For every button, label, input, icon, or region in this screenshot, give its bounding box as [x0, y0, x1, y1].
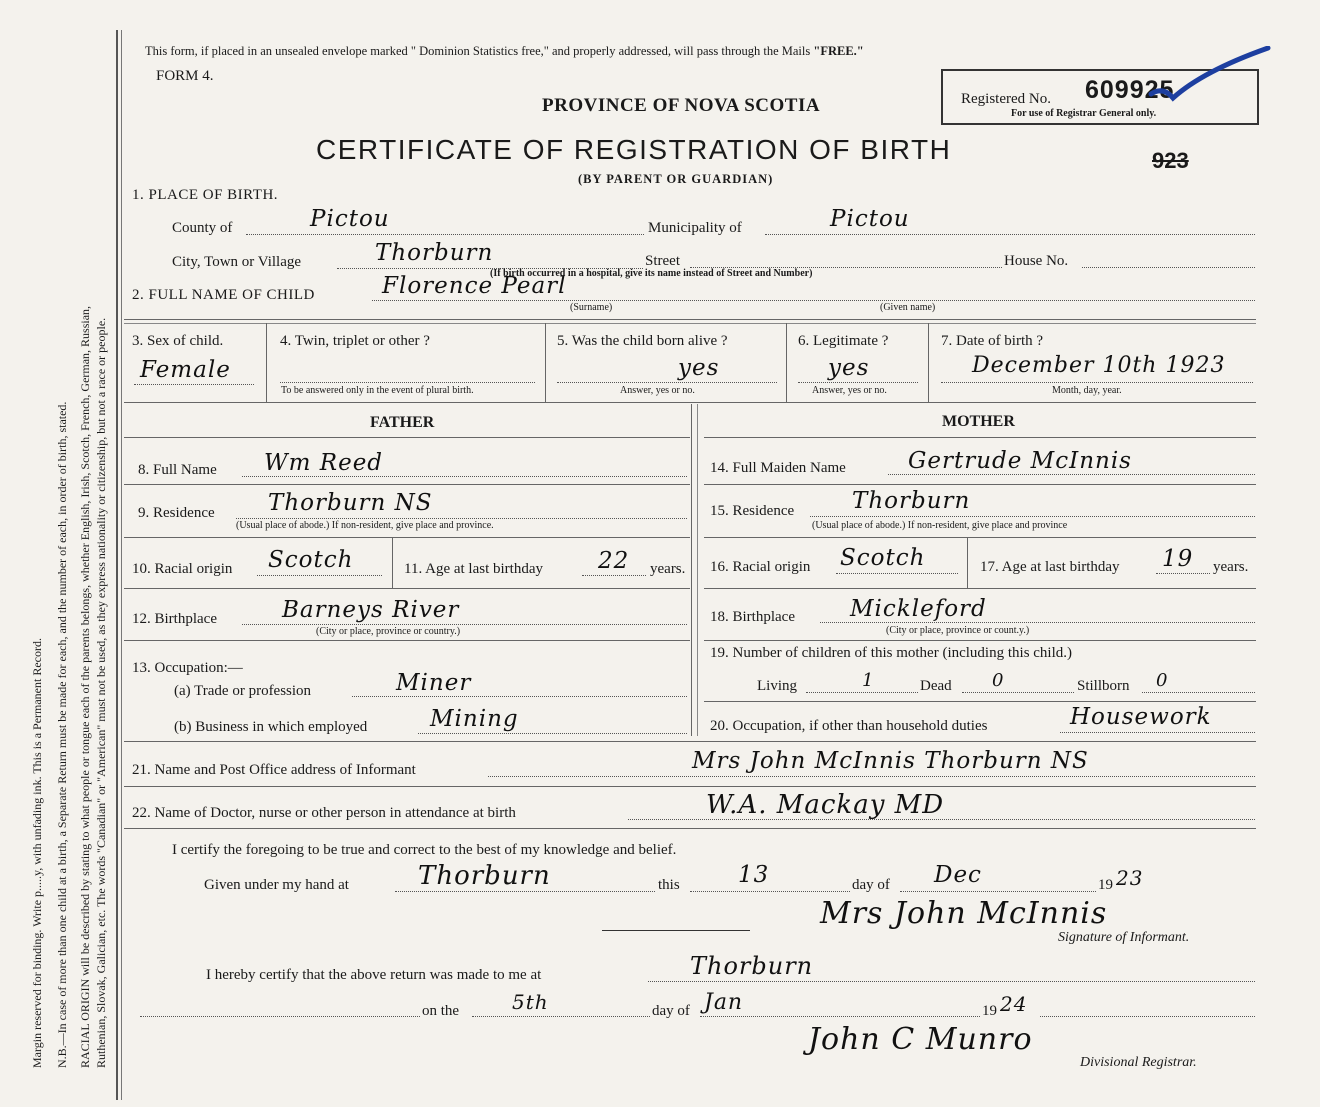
rule	[704, 537, 1256, 538]
dead-line	[962, 692, 1074, 693]
registrar-use-note: For use of Registrar General only.	[1011, 108, 1157, 119]
father-trade-label: (a) Trade or profession	[174, 683, 312, 699]
father-age-line	[582, 575, 646, 576]
mother-heading: MOTHER	[942, 413, 1015, 430]
rule	[704, 588, 1256, 589]
mother-birthplace-note: (City or place, province or count.y.)	[886, 625, 1030, 636]
margin-note-binding: Margin reserved for binding. Write p.....y, with unfading ink. This is a Permanent Record.	[30, 638, 44, 1068]
county-value: Pictou	[310, 206, 390, 232]
stillborn-value: 0	[1156, 670, 1169, 691]
doctor-label: 22. Name of Doctor, nurse or other person in attendance at birth	[132, 805, 516, 821]
given-year-value: 23	[1116, 866, 1144, 890]
given-day-value: 13	[738, 862, 770, 888]
surname-note: (Surname)	[570, 302, 613, 313]
registrar-year-value: 24	[1000, 992, 1028, 1016]
registrar-month-line	[700, 1016, 980, 1017]
registrar-day-value: 5th	[512, 990, 549, 1014]
house-number-label: House No.	[1004, 253, 1069, 269]
municipality-value: Pictou	[830, 206, 910, 232]
father-age-years: years.	[650, 561, 686, 577]
dead-label: Dead	[920, 678, 952, 694]
child-name-line	[372, 300, 1255, 301]
page-subtitle: (BY PARENT OR GUARDIAN)	[578, 172, 774, 186]
date-of-birth-line	[941, 382, 1253, 383]
registrar-signature: John C Munro	[808, 1022, 1033, 1057]
father-business-value: Mining	[430, 706, 519, 732]
form-number: FORM 4.	[156, 68, 214, 84]
given-year-prefix: 19	[1098, 877, 1113, 893]
informant-label: 21. Name and Post Office address of Informant	[132, 762, 416, 778]
mother-occupation-value: Housework	[1070, 704, 1212, 730]
rule	[704, 484, 1256, 485]
twin-label: 4. Twin, triplet or other ?	[280, 333, 430, 349]
hospital-note: (If birth occurred in a hospital, give its name instead of Street and Number)	[490, 268, 813, 279]
father-residence-note: (Usual place of abode.) If non-resident, give place and province.	[236, 520, 494, 531]
rule	[124, 640, 690, 641]
divider	[392, 537, 393, 588]
given-name-note: (Given name)	[880, 302, 936, 313]
informant-signature: Mrs John McInnis	[820, 896, 1108, 931]
mother-occupation-line	[1060, 732, 1255, 733]
city-label: City, Town or Village	[172, 254, 302, 270]
margin-note-racial-origin: RACIAL ORIGIN will be described by stating to what people or tongue each of the parents belongs, whether English, Irish, Scotch, French, German, Russian,	[78, 305, 92, 1068]
column-divider	[691, 404, 692, 736]
margin-note-racial-origin-2: Ruthenian, Slovak, Galician, etc. The words "Canadian" or "American" must not be used, as they express nationality or citizenship, but not a race or people.	[94, 317, 108, 1068]
place-of-birth-heading: 1. PLACE OF BIRTH.	[132, 187, 279, 203]
mother-residence-value: Thorburn	[852, 488, 971, 514]
mother-birthplace-label: 18. Birthplace	[710, 609, 795, 625]
father-birthplace-label: 12. Birthplace	[132, 611, 217, 627]
mother-name-label: 14. Full Maiden Name	[710, 460, 846, 476]
father-residence-value: Thorburn NS	[268, 490, 433, 516]
county-line	[246, 234, 644, 235]
given-place-line	[395, 891, 655, 892]
rule	[124, 741, 1256, 742]
twin-note: To be answered only in the event of plural birth.	[281, 385, 474, 396]
child-name-label: 2. FULL NAME OF CHILD	[132, 287, 315, 303]
given-day-line	[690, 891, 850, 892]
day-of-label: day of	[852, 877, 890, 893]
sex-value: Female	[140, 357, 231, 383]
column-divider-inner	[697, 404, 698, 736]
mother-residence-line	[810, 516, 1255, 517]
informant-value: Mrs John McInnis Thorburn NS	[692, 748, 1089, 774]
date-of-birth-label: 7. Date of birth ?	[941, 333, 1044, 349]
father-racial-origin-line	[257, 575, 382, 576]
father-age-value: 22	[598, 548, 630, 574]
legitimate-note: Answer, yes or no.	[812, 385, 887, 396]
registrar-signature-label: Divisional Registrar.	[1080, 1055, 1197, 1070]
father-trade-value: Miner	[396, 670, 472, 696]
father-business-label: (b) Business in which employed	[174, 719, 368, 735]
given-under-label: Given under my hand at	[204, 877, 349, 893]
registrar-trail-line	[1040, 1016, 1255, 1017]
father-residence-line	[236, 518, 687, 519]
father-residence-label: 9. Residence	[138, 505, 215, 521]
registrar-statement: I hereby certify that the above return was made to me at	[206, 967, 542, 983]
rule	[704, 701, 1256, 702]
father-trade-line	[352, 696, 687, 697]
divider	[967, 537, 968, 588]
sex-line	[134, 384, 254, 385]
registrar-day-line	[472, 1016, 650, 1017]
legitimate-line	[798, 382, 918, 383]
registrar-lead-line	[140, 1016, 420, 1017]
rule	[704, 640, 1256, 641]
registrar-day-of-label: day of	[652, 1003, 690, 1019]
signature-line	[602, 930, 750, 931]
registrar-year-prefix: 19	[982, 1003, 997, 1019]
doctor-value: W.A. Mackay MD	[706, 790, 945, 820]
corner-number: 923	[1152, 148, 1189, 173]
registration-box	[941, 69, 1259, 125]
living-value: 1	[862, 670, 875, 691]
sex-label: 3. Sex of child.	[132, 333, 224, 349]
rule	[124, 588, 690, 589]
mother-name-line	[888, 474, 1255, 475]
divider	[545, 323, 546, 402]
father-name-label: 8. Full Name	[138, 462, 217, 478]
house-number-line	[1082, 267, 1255, 268]
father-age-label: 11. Age at last birthday	[404, 561, 543, 577]
certify-statement: I certify the foregoing to be true and correct to the best of my knowledge and belief.	[172, 842, 677, 858]
born-alive-note: Answer, yes or no.	[620, 385, 695, 396]
street-label: Street	[645, 253, 680, 269]
mother-residence-note: (Usual place of abode.) If non-resident, give place and province	[812, 520, 1068, 531]
mother-age-value: 19	[1162, 546, 1194, 572]
legitimate-label: 6. Legitimate ?	[798, 333, 889, 349]
mother-birthplace-line	[820, 622, 1255, 623]
municipality-label: Municipality of	[648, 220, 742, 236]
rule	[124, 786, 1256, 787]
city-value: Thorburn	[375, 240, 494, 266]
stillborn-label: Stillborn	[1077, 678, 1130, 694]
given-place-value: Thorburn	[418, 861, 551, 891]
informant-signature-label: Signature of Informant.	[1058, 930, 1190, 945]
father-occupation-label: 13. Occupation:—	[132, 660, 243, 676]
born-alive-line	[557, 382, 777, 383]
living-line	[806, 692, 918, 693]
mother-age-label: 17. Age at last birthday	[980, 559, 1120, 575]
father-name-value: Wm Reed	[264, 450, 384, 476]
date-of-birth-value: December 10th 1923	[972, 353, 1226, 378]
mother-residence-label: 15. Residence	[710, 503, 795, 519]
stillborn-line	[1142, 692, 1255, 693]
father-birthplace-line	[242, 624, 687, 625]
born-alive-value: yes	[678, 355, 720, 381]
rule	[124, 402, 1256, 403]
given-month-value: Dec	[934, 862, 982, 888]
mother-age-line	[1156, 573, 1210, 574]
informant-line	[488, 776, 1255, 777]
date-of-birth-note: Month, day, year.	[1052, 385, 1122, 396]
rule	[124, 537, 690, 538]
given-month-line	[900, 891, 1096, 892]
children-count-label: 19. Number of children of this mother (including this child.)	[710, 645, 1073, 661]
father-heading: FATHER	[370, 414, 435, 431]
mother-racial-origin-value: Scotch	[840, 545, 926, 571]
mail-note: This form, if placed in an unsealed envelope marked " Dominion Statistics free," and properly addressed, will pass through the Mails "FREE."	[145, 44, 864, 58]
province-heading: PROVINCE OF NOVA SCOTIA	[542, 95, 821, 116]
rule	[124, 484, 690, 485]
margin-note-multiple-births: N.B.—In case of more than one child at a birth, a Separate Return must be made for each, and the number of each, in order of birth, stated.	[55, 401, 69, 1068]
page-title: CERTIFICATE OF REGISTRATION OF BIRTH	[316, 134, 952, 165]
margin-rule	[116, 30, 118, 1100]
mother-racial-origin-line	[836, 573, 958, 574]
mother-age-years: years.	[1213, 559, 1249, 575]
divider	[786, 323, 787, 402]
registered-label: Registered No.	[961, 91, 1051, 107]
check-mark-icon	[1143, 46, 1273, 116]
father-racial-origin-value: Scotch	[268, 547, 354, 573]
dead-value: 0	[992, 670, 1005, 691]
rule	[124, 319, 1256, 320]
rule	[124, 323, 1256, 324]
child-name-value: Florence Pearl	[382, 273, 567, 299]
father-name-line	[242, 476, 687, 477]
municipality-line	[765, 234, 1255, 235]
registrar-place-line	[648, 981, 1255, 982]
on-the-label: on the	[422, 1003, 460, 1019]
mother-occupation-label: 20. Occupation, if other than household duties	[710, 718, 988, 734]
living-label: Living	[757, 678, 797, 694]
rule	[704, 437, 1256, 438]
father-business-line	[418, 733, 687, 734]
registrar-place-value: Thorburn	[690, 952, 814, 980]
registered-number: 609925	[1085, 76, 1175, 104]
father-racial-origin-label: 10. Racial origin	[132, 561, 233, 577]
rule	[124, 828, 1256, 829]
born-alive-label: 5. Was the child born alive ?	[557, 333, 728, 349]
this-label: this	[658, 877, 680, 893]
rule	[124, 437, 690, 438]
father-birthplace-note: (City or place, province or country.)	[316, 626, 461, 637]
twin-line	[280, 382, 535, 383]
left-margin	[0, 0, 128, 1107]
registrar-month-value: Jan	[704, 990, 744, 1015]
mother-racial-origin-label: 16. Racial origin	[710, 559, 811, 575]
margin-rule-inner	[121, 30, 122, 1100]
divider	[266, 323, 267, 402]
county-label: County of	[172, 220, 233, 236]
divider	[928, 323, 929, 402]
mother-birthplace-value: Mickleford	[850, 596, 987, 622]
father-birthplace-value: Barneys River	[282, 597, 460, 623]
legitimate-value: yes	[828, 355, 870, 381]
mother-name-value: Gertrude McInnis	[908, 448, 1132, 474]
